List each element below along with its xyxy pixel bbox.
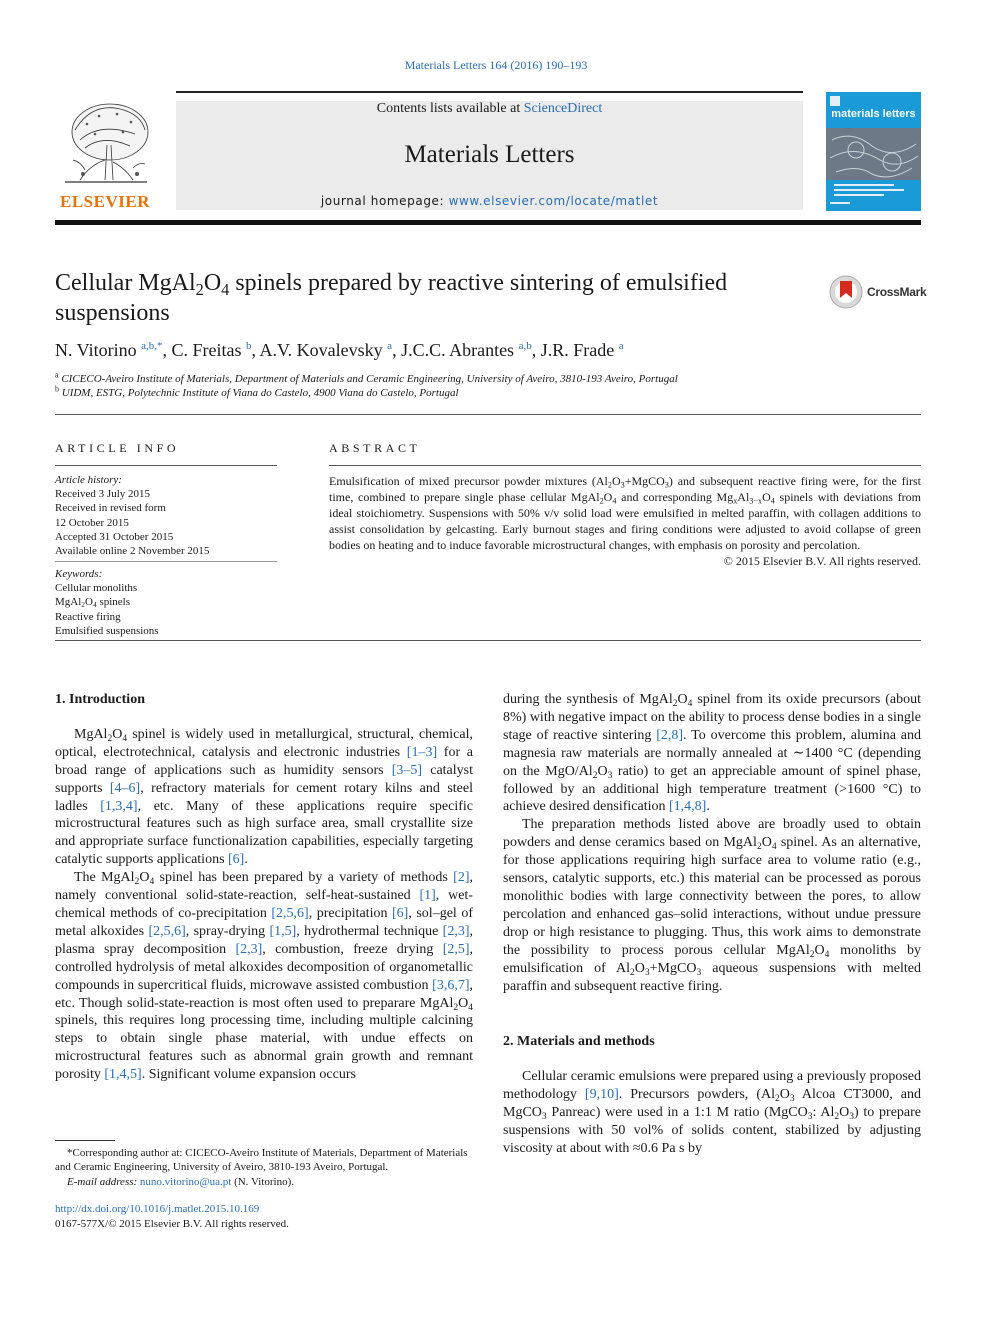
author[interactable]: J.C.C. Abrantes $^{a,b}$ [401, 340, 532, 360]
header-thick-rule [55, 220, 921, 225]
journal-header-box [176, 101, 803, 210]
paragraph: The $MgAl_2O_4$ spinel has been prepared by a variety of methods [2], namely conventional solid-state-reaction, self-heat-sustained [1], wet-chemical methods of co-precipitation [2,5,6], precipitation [6], sol–gel of metal alkoxides [2,5,6], spray-drying [1,5], hydrothermal technique [2,3], plasma spray decomposition [2,3], combustion, freeze drying [2,5], controlled hydrolysis of metal alkoxides decomposition of organometallic compounds in supercritical fluids, microwave assisted combustion [3,6,7], etc. Though solid-state-reaction is most often used to preparare $MgAl_2O_4$ spinels, this requires long processing time, including multiple calcining steps to obtain single phase material, with undue effects on microstructural features such as abnormal grain growth and remnant porosity [1,4,5]. Significant volume expansion occurs [55, 870, 474, 1083]
section-heading-materials-methods: 2. Materials and methods [503, 1034, 655, 1050]
article-history: Article history: Received 3 July 2015 Received in revised form 12 October 2015 Accepted 31 October 2015 Available online 2 November 2015 [55, 474, 210, 558]
doi-link[interactable]: http://dx.doi.org/10.1016/j.matlet.2015.10.169 [55, 1203, 260, 1215]
divider [55, 465, 277, 466]
elsevier-logo [55, 100, 155, 212]
divider [329, 465, 921, 466]
keyword: Reactive firing [55, 610, 121, 623]
abstract-heading: ABSTRACT [329, 441, 421, 455]
journal-homepage: journal homepage: www.elsevier.com/locate/matlet [320, 194, 659, 208]
divider [55, 414, 921, 415]
header-top-rule [176, 91, 803, 93]
keyword: Cellular monoliths [55, 582, 138, 595]
copyright: © 2015 Elsevier B.V. All rights reserved. [723, 554, 921, 568]
keyword: Emulsified suspensions [55, 624, 159, 637]
paragraph: during the synthesis of $MgAl_2O_4$ spinel from its oxide precursors (about 8%) with negative impact on the ability to process dense bodies in a single stage of reactive sintering [2,8]. To overcome this problem, alumina and magnesia raw materials are normally annealed at ∼1400 °C (depending on the MgO/$Al_2O_3$ ratio) to get an appreciable amount of spinel phase, followed by an additional high temperature treatment (>1600 °C) to achieve desired densification [1,4,8]. [503, 692, 922, 815]
article-title: Cellular $MgAl_2O_4$ spinels prepared by reactive sintering of emulsified suspensions [55, 270, 728, 326]
paragraph: Cellular ceramic emulsions were prepared using a previously proposed methodology [9,10]. Precursors powders, ($Al_2O_3$ Alcoa CT3000, and MgCO$_3$ Panreac) were used in a 1:1 M ratio (MgCO$_3$: $Al_2O_3$) to prepare suspensions with 50 vol% of solids content, stabilized by adjusting viscosity at about with ≈0.6 Pa s by [503, 1069, 921, 1156]
elsevier-tree-icon [55, 100, 155, 190]
author-list: N. Vitorino $^{a,b,*}$, C. Freitas $^b$, A.V. Kovalevsky $^a$, J.C.C. Abrantes $^{a,b}$, J.R. Frade $^a$ [55, 340, 624, 360]
paragraph: $MgAl_2O_4$ spinel is widely used in metallurgical, structural, chemical, optical, electrotechnical, catalysis and electronic industries [1–3] for a broad range of applications such as humidity sensors [3–5] catalyst supports [4–6], refractory materials for cement rotary kilns and steel ladles [1,3,4], etc. Many of these applications require specific microstructural features such as high surface area, small crystallite size and appropriate surface functionalization capabilities, especially targeting catalytic supports applications [6]. [55, 726, 474, 868]
divider [55, 561, 277, 562]
issn-line: 0167-577X/© 2015 Elsevier B.V. All rights reserved. [55, 1218, 289, 1230]
homepage-link[interactable]: www.elsevier.com/locate/matlet [448, 194, 659, 208]
abstract-text: Emulsification of mixed precursor powder mixtures $(Al_2O_3+MgCO_3)$ and subsequent reactive firing were, for the first time, combined to prepare single phase cellular $MgAl_2O_4$ and corresponding $Mg_xAl_{3-x}O_4$ spinels with deviations from ideal stoichiometry. Suspensions with 50% v/v solid load were emulsified in melted paraffin, with collagen additions to assist consolidation by gelcasting. Early burnout stages and firing conditions were adjusted to avoid collapse of green bodies on heating and to induce favorable microstructural changes, with emphasis on porosity and percolation. © 2015 Elsevier B.V. All rights reserved. [329, 474, 922, 568]
contents-line: Contents lists available at ScienceDirect [376, 101, 603, 116]
crossmark-badge[interactable]: CrossMark [829, 275, 924, 309]
crossmark-icon [829, 275, 865, 309]
author[interactable]: C. Freitas $^b$ [171, 340, 252, 360]
journal-cover-thumbnail[interactable] [826, 92, 921, 211]
keywords: Keywords: Cellular monoliths $MgAl_2O_4$ spinels Reactive firing Emulsified suspensions [55, 567, 277, 638]
right-column [503, 691, 921, 1158]
corresponding-author-note: *Corresponding author at: CICECO-Aveiro Institute of Materials, Department of Materials and Ceramic Engineering, University of Aveiro, 3810-193 Aveiro, Portugal. [55, 1147, 468, 1174]
journal-reference[interactable]: Materials Letters 164 (2016) 190–193 [404, 58, 588, 72]
journal-title: Materials Letters [404, 141, 575, 168]
article-info-heading: ARTICLE INFO [55, 441, 180, 455]
section-heading-introduction: 1. Introduction [55, 692, 145, 707]
paragraph: The preparation methods listed above are broadly used to obtain powders and dense ceramics based on $MgAl_2O_4$ spinel. As an alternative, for those applications requiring high surface area to volume ratio (e.g., sensors, catalytic supports, etc.) this material can be processed as porous monolithic bodies with large connectivity between the pores, to allow percolation and enhanced gas–solid interactions, without undue pressure drop or high resistance to plugging. Thus, this work aims to demonstrate the possibility to process porous cellular $MgAl_2O_4$ monoliths by emulsification of $Al_2O_3+MgCO_3$ aqueous suspensions with melted paraffin and subsequent reactive firing. [503, 817, 921, 994]
elsevier-wordmark: ELSEVIER [60, 192, 150, 211]
sciencedirect-link[interactable]: ScienceDirect [523, 101, 603, 116]
left-column [55, 691, 473, 1084]
divider [55, 640, 921, 641]
author[interactable]: N. Vitorino $^{a,b,*}$ [55, 340, 163, 360]
affiliation: $^a$ CICECO-Aveiro Institute of Materials, Department of Materials and Ceramic Engineering, University of Aveiro, 3810-193 Aveiro, Portugal [55, 370, 678, 385]
affiliation: $^b$ UIDM, ESTG, Polytechnic Institute of Viana do Castelo, 4900 Viana do Castelo, Portugal [55, 384, 459, 399]
email-link[interactable]: nuno.vitorino@ua.pt [139, 1176, 232, 1188]
author[interactable]: A.V. Kovalevsky $^a$ [259, 340, 393, 360]
keyword: $MgAl_2O_4$ spinels [55, 596, 131, 610]
email-note: E-mail address: nuno.vitorino@ua.pt (N. Vitorino). [67, 1176, 295, 1188]
footnote-rule [55, 1140, 115, 1141]
cover-title: materials letters [831, 108, 916, 120]
author[interactable]: J.R. Frade $^a$ [540, 340, 624, 360]
